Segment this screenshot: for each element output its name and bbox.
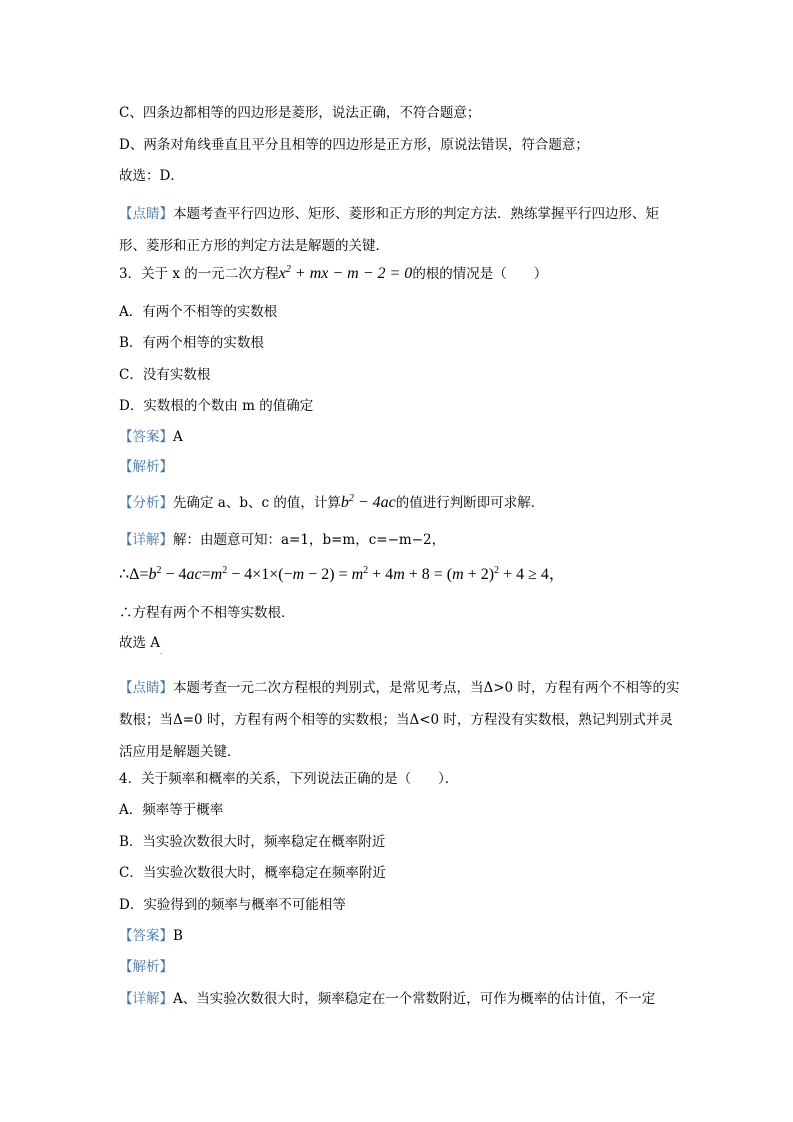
answer-line: [119, 428, 183, 446]
question-equation: $x^2$ + mx − m − 2 = 0: [278, 264, 413, 282]
choice-line: 故选 A: [119, 635, 161, 651]
comment-text: 本题考查平行四边形、矩形、菱形和正方形的判定方法．熟练掌握平行四边形、矩形、菱形和正方形的判定方法是解题的关键．: [119, 206, 659, 254]
answer-tag: 【答案】: [119, 928, 173, 944]
analysis-tag: 【解析】: [119, 959, 173, 975]
detail-line: [119, 531, 445, 549]
detail-tag: 【详解】: [119, 532, 173, 548]
text-line: D、两条对角线垂直且平分且相等的四边形是正方形，原说法错误，符合题意；: [119, 137, 589, 153]
comment-block: [119, 672, 681, 768]
analysis-subtag: 【分析】: [119, 495, 173, 511]
stray-dot: ·: [160, 651, 162, 658]
detail-tag: 【详解】: [119, 991, 173, 1007]
comment-tag: 【点睛】: [119, 206, 173, 222]
question-4: 4．关于频率和概率的关系，下列说法正确的是（ ）．: [119, 771, 459, 787]
question-prefix: 3．关于 x 的一元二次方程: [119, 266, 279, 282]
text-line: 故选：D．: [119, 168, 184, 184]
comment-tag: 【点睛】: [119, 680, 173, 696]
answer-line: [119, 927, 183, 945]
comment-text: 本题考查一元二次方程根的判别式，是常见考点，当Δ>0 时，方程有两个不相等的实数根；当Δ=0 时，方程有两个相等的实数根；当Δ<0 时，方程没有实数根，熟记判别式并灵活应用是解题关键．: [119, 680, 680, 760]
analysis-text: 的值进行判断即可求解．: [395, 495, 545, 511]
analysis-tag: 【解析】: [119, 459, 173, 475]
question-suffix: 的根的情况是（ ）: [412, 266, 548, 282]
option-d: D．实数根的个数由 m 的值确定: [119, 398, 314, 414]
analysis-line: [119, 494, 544, 512]
detail-line: [119, 990, 655, 1008]
option-b: B．当实验次数很大时，频率稳定在概率附近: [119, 834, 386, 850]
answer-value: B: [173, 928, 183, 944]
detail-text: 解：由题意可知：a=1，b=m，c=−m−2，: [173, 532, 446, 548]
detail-text: A、当实验次数很大时，频率稳定在一个常数附近，可作为概率的估计值，不一定: [173, 991, 656, 1007]
conclusion-line: ∴方程有两个不相等实数根．: [119, 605, 295, 621]
question-3: [119, 265, 547, 283]
answer-value: A: [173, 429, 183, 445]
text-line: C、四条边都相等的四边形是菱形，说法正确，不符合题意；: [119, 105, 481, 121]
option-a: A．频率等于概率: [119, 802, 224, 818]
analysis-text: 先确定 a、b、c 的值，计算: [173, 495, 341, 511]
option-b: B．有两个相等的实数根: [119, 335, 264, 351]
option-d: D．实验得到的频率与概率不可能相等: [119, 897, 346, 913]
comment-block: [119, 198, 681, 262]
calculation-line: $\therefore\Delta=b^2 - 4ac=m^2 - 4\times 1\times(-m - 2) = m^2 + 4m + 8 = (m + 2)^2 + 4 \ge 4$，: [119, 565, 565, 583]
option-a: A．有两个不相等的实数根: [119, 304, 278, 320]
option-c: C．没有实数根: [119, 367, 211, 383]
discriminant-expr: $b^2 - 4ac$: [340, 493, 396, 511]
option-c: C．当实验次数很大时，概率稳定在频率附近: [119, 865, 386, 881]
answer-tag: 【答案】: [119, 429, 173, 445]
